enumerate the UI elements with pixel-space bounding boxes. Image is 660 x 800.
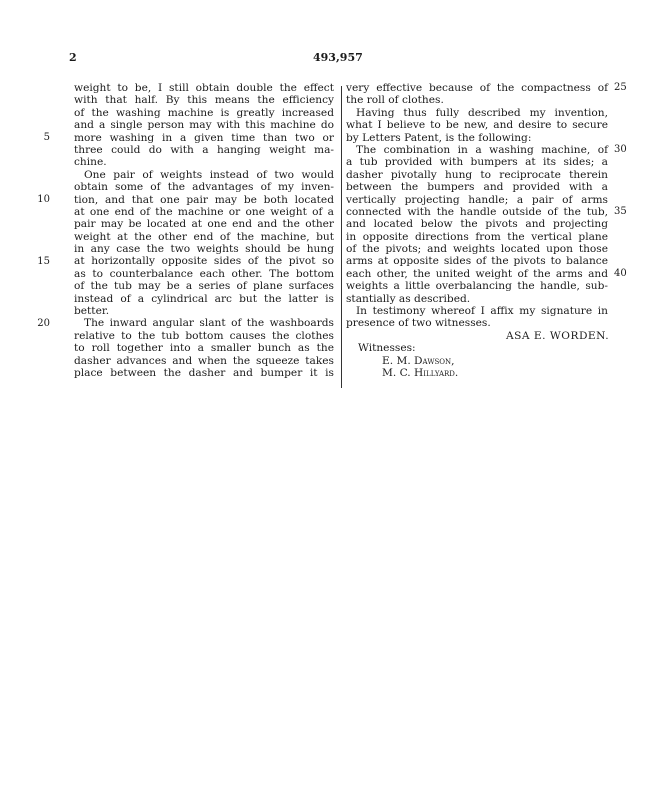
line-number: 10 <box>37 193 50 205</box>
line-number: 20 <box>37 317 50 329</box>
right-column <box>346 82 608 379</box>
text-line: each other, the united weight of the arms and <box>346 267 608 280</box>
text-line: relative to the tub bottom causes the clothes <box>74 329 334 342</box>
inventor-signature: ASA E. WORDEN. <box>506 329 610 342</box>
text-line: In testimony whereof I affix my signature in <box>356 305 608 318</box>
text-line: at horizontally opposite sides of the pivot so <box>74 255 334 268</box>
text-line: place between the dasher and bumper it is <box>74 366 334 379</box>
text-line: The inward angular slant of the washboards <box>84 317 334 330</box>
text-line: of the tub may be a series of plane surfaces <box>74 280 334 293</box>
text-line: stantially as described. <box>346 292 471 305</box>
text-line: of the washing machine is greatly increased <box>74 106 334 119</box>
text-line: in any case the two weights should be hung <box>74 243 334 256</box>
text-line: of the pivots; and weights located upon those <box>346 243 608 256</box>
text-line: pair may be located at one end and the other <box>74 218 334 231</box>
text-line: with that half. By this means the efficiency <box>74 94 334 107</box>
text-line: the roll of clothes. <box>346 94 444 107</box>
text-line: connected with the handle outside of the tub, <box>346 205 608 218</box>
text-line: obtain some of the advantages of my inven- <box>74 181 334 194</box>
left-column <box>74 82 334 379</box>
text-line: One pair of weights instead of two would <box>84 168 334 181</box>
column-divider <box>341 86 342 388</box>
text-line: better. <box>74 305 110 318</box>
text-line: dasher pivotally hung to reciprocate therein <box>346 168 608 181</box>
text-line: vertically projecting handle; a pair of arms <box>346 193 608 206</box>
witness-name: E. M. Dawson, <box>382 354 455 367</box>
text-line: tion, and that one pair may be both located <box>74 193 334 206</box>
text-line: weight at the other end of the machine, but <box>74 230 334 243</box>
text-line: by Letters Patent, is the following: <box>346 131 532 144</box>
patent-number: 493,957 <box>313 51 363 64</box>
text-line: between the bumpers and provided with a <box>346 181 608 194</box>
text-line: as to counterbalance each other. The bottom <box>74 267 334 280</box>
text-line: at one end of the machine or one weight of a <box>74 205 334 218</box>
page-number: 2 <box>69 51 77 64</box>
text-line: dasher advances and when the squeeze takes <box>74 354 334 367</box>
text-line: three could do with a hanging weight ma- <box>74 143 334 156</box>
text-line: instead of a cylindrical arc but the latter is <box>74 292 334 305</box>
text-line: presence of two witnesses. <box>346 317 491 330</box>
text-line: The combination in a washing machine, of <box>356 143 608 156</box>
text-line: Having thus fully described my invention, <box>356 106 608 119</box>
text-line: weight to be, I still obtain double the effect <box>74 82 334 94</box>
text-line: very effective because of the compactness of <box>346 82 608 94</box>
line-number: 25 <box>614 82 627 93</box>
line-number: 30 <box>614 144 627 155</box>
text-line: and located below the pivots and projecting <box>346 218 608 231</box>
text-line: to roll together into a smaller bunch as the <box>74 342 334 355</box>
witness-name: M. C. Hillyard. <box>382 366 459 379</box>
line-number: 40 <box>614 268 627 279</box>
text-line: weights a little overbalancing the handle, sub- <box>346 280 608 293</box>
text-line: arms at opposite sides of the pivots to balance <box>346 255 608 268</box>
line-number: 15 <box>37 255 50 267</box>
text-line: chine. <box>74 156 107 169</box>
text-line: and a single person may with this machine do <box>74 119 334 132</box>
text-line: more washing in a given time than two or <box>74 131 334 144</box>
witnesses-label: Witnesses: <box>358 342 416 355</box>
text-line: a tub provided with bumpers at its sides; a <box>346 156 608 169</box>
text-line: what I believe to be new, and desire to secure <box>346 119 608 132</box>
text-line: in opposite directions from the vertical plane <box>346 230 608 243</box>
line-number: 5 <box>43 131 50 143</box>
line-number: 35 <box>614 206 627 217</box>
